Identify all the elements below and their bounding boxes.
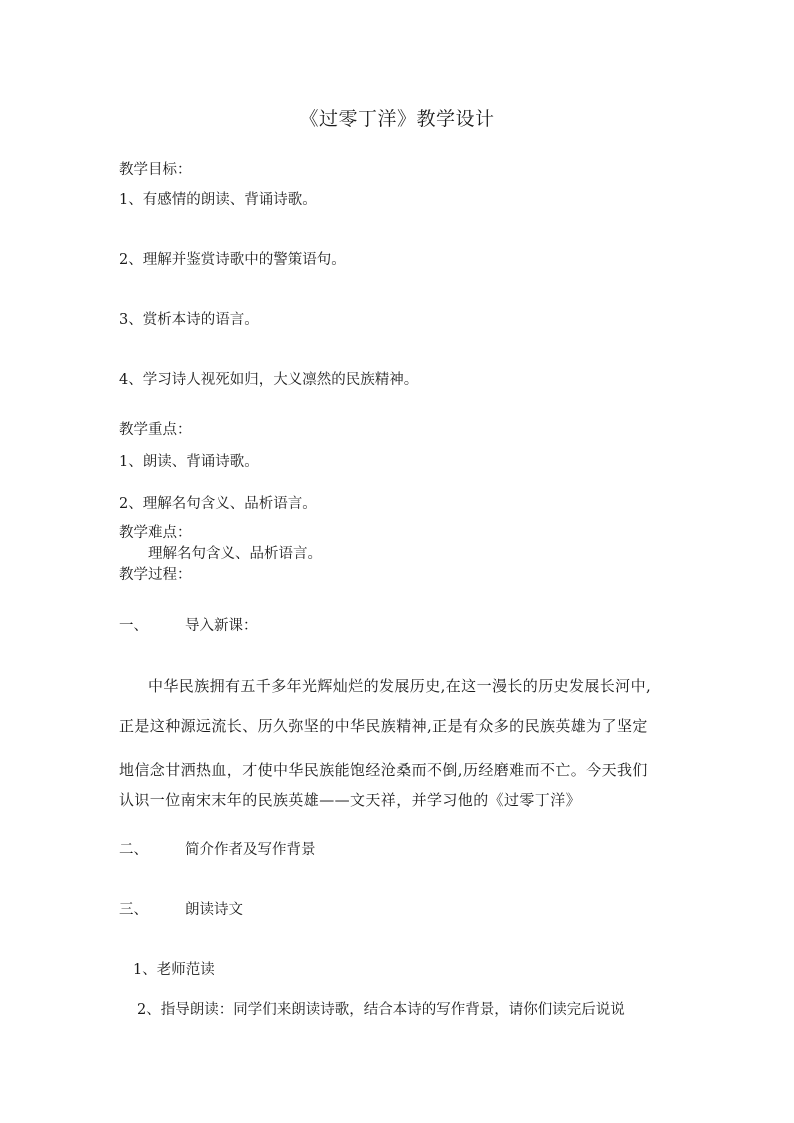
objective-item-1: 1、有感情的朗读、背诵诗歌。: [119, 192, 317, 208]
section-2-number: 二、: [119, 842, 148, 858]
difficulties-heading: 教学难点：: [119, 525, 192, 541]
intro-line-1: 中华民族拥有五千多年光辉灿烂的发展历史,在这一漫长的历史发展长河中,: [148, 677, 652, 695]
section-2: [119, 840, 316, 860]
section-3: [119, 900, 243, 920]
section-1: [119, 616, 258, 636]
section-3-number: 三、: [119, 902, 148, 918]
key-point-item-2: 2、理解名句含义、品析语言。: [119, 496, 317, 512]
document-title: 《过零丁洋》教学设计: [299, 108, 495, 130]
reading-step-2: 2、指导朗读：同学们来朗读诗歌，结合本诗的写作背景，请你们读完后说说: [137, 1002, 625, 1018]
difficulties-text: 理解名句含义、品析语言。: [148, 546, 322, 562]
section-3-title: 朗读诗文: [185, 902, 243, 918]
objective-item-3: 3、赏析本诗的语言。: [119, 312, 259, 328]
process-heading: 教学过程：: [119, 567, 192, 583]
key-point-item-1: 1、朗读、背诵诗歌。: [119, 454, 259, 470]
intro-line-2: 正是这种源远流长、历久弥坚的中华民族精神,正是有众多的民族英雄为了坚定: [119, 717, 648, 735]
section-2-title: 简介作者及写作背景: [185, 842, 316, 858]
objective-item-2: 2、理解并鉴赏诗歌中的警策语句。: [119, 252, 346, 268]
section-1-number: 一、: [119, 618, 148, 634]
reading-step-1: 1、老师范读: [133, 962, 215, 978]
section-1-title: 导入新课：: [185, 618, 258, 634]
intro-line-3: 地信念甘洒热血，才使中华民族能饱经沧桑而不倒,历经磨难而不亡。今天我们: [119, 761, 648, 779]
intro-line-4: 认识一位南宋末年的民族英雄——文天祥，并学习他的《过零丁洋》: [119, 791, 582, 809]
objectives-heading: 教学目标：: [119, 162, 192, 178]
objective-item-4: 4、学习诗人视死如归，大义凛然的民族精神。: [119, 372, 419, 388]
key-points-heading: 教学重点：: [119, 422, 192, 438]
